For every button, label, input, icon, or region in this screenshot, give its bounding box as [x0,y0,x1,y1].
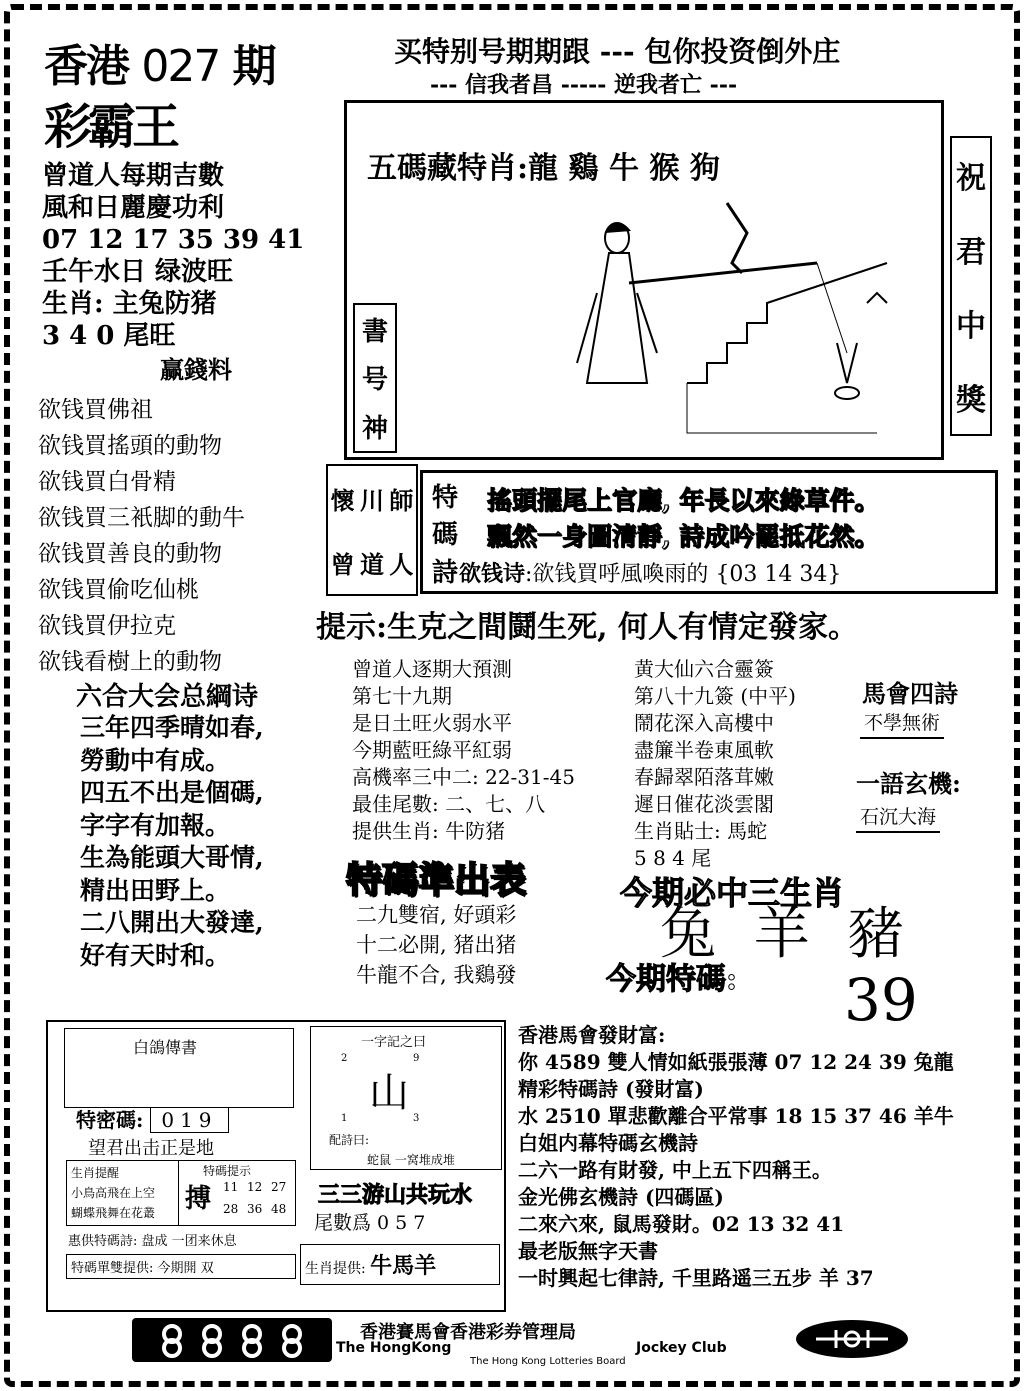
riddle-answer: 石沉大海 [856,802,940,833]
special-table [356,900,516,990]
secret-label: 特密碼: [76,1108,144,1132]
right-line: 二來六來, 鼠馬發財。02 13 32 41 [518,1212,845,1236]
pigeon-box [46,1020,506,1312]
bet-num: 28 [223,1202,239,1216]
lady-illustration [547,183,907,453]
outline-line: 精出田野上。 [80,875,231,905]
zodiac-provide-box [300,1244,500,1285]
one-char-num: 9 [413,1053,420,1064]
prediction-title: 曾道人逐期大預測 [352,657,512,681]
seal-char: 懷 [330,485,355,515]
left-line: 07 12 17 35 39 41 [42,225,305,255]
bet-hint [178,1160,296,1226]
win-title: 赢錢料 [160,355,232,384]
slogan: 买特别号期期跟 --- 包你投资倒外庄 [394,35,841,68]
hint-text: :生克之間鬪生死, 何人有情定發家。 [376,610,858,645]
hint-label: 提示 [316,610,376,645]
vchar: 碼 [431,520,458,551]
one-char-num: 3 [413,1113,420,1124]
lotteries-logo-right [796,1320,908,1358]
bet-num: 36 [247,1202,263,1216]
vchar: 祝 [956,161,986,196]
vertical-god-label [353,303,397,453]
bet-num: 12 [247,1180,263,1194]
daily-numbers [42,160,304,352]
riddle-item: 欲钱買搖頭的動物 [38,433,222,459]
water-text: 三三游山共玩水 [318,1182,473,1208]
money-poem-line [459,557,841,588]
one-char-title: 一字記之曰 [361,1035,427,1050]
vchar: 特 [431,483,458,514]
prediction-line: 高機率三中二: 22-31-45 [352,765,575,789]
special-table-line: 二九雙宿, 好頭彩 [356,903,517,927]
seal-stamp [326,464,418,596]
five-codes-caption: 五碼藏特肖:龍 鷄 牛 猴 狗 [367,151,720,186]
vchar: 君 [956,235,986,270]
footer-chinese: 香港賽馬會香港彩券管理局 [360,1322,576,1343]
oracle-line: 盡簾半卷東風軟 [634,738,774,762]
seal-char: 川 [359,485,384,515]
outline-line: 四五不出是個碼, [80,778,264,807]
outline-poem-title: 六合大会总綱诗 [76,682,259,712]
money-numbers: {03 14 34} [715,562,842,587]
bet-label: 特碼提示 [203,1164,252,1178]
provide-text: 惠供特碼詩: 盘成 一团来休息 [68,1234,237,1249]
zodiac-provide-label: 生肖提供: [305,1261,366,1277]
lotteries-emblem-icon [796,1320,908,1358]
hint-row: 小鳥高飛在上空 [71,1186,156,1200]
prediction-line: 第七十九期 [352,684,452,708]
riddle-item: 欲钱買白骨精 [38,469,176,495]
riddle-title: 一語玄機: [856,769,961,798]
poem-line: 飄然一身圖清靜, 詩成吟罷抵花然。 [487,522,880,551]
right-line: 一时興起七律詩, 千里路遥三五步 羊 37 [518,1266,874,1290]
riddle-item: 欲钱買伊拉克 [38,613,176,639]
riddle-item: 欲钱買偷吃仙桃 [38,577,199,603]
vchar: 神 [361,414,388,445]
right-line: 你 4589 雙人情如紙張張薄 07 12 24 39 兔龍 [518,1050,954,1074]
prediction-line: 是日土旺火弱水平 [352,711,512,735]
one-char-num: 2 [341,1053,348,1064]
prediction-line: 今期藍旺綠平紅弱 [352,738,512,762]
prediction-line: 提供生肖: 牛防猪 [352,819,506,843]
vchar: 書 [361,316,388,347]
verse-text: 蛇鼠 一窝堆成堆 [367,1153,455,1167]
bet-num: 11 [223,1180,239,1194]
prediction-line: 最佳尾數: 二、七、八 [352,792,546,816]
issue-title [44,30,275,94]
right-line: 香港馬會發財富: [518,1023,666,1047]
oracle-line: 5 8 4 尾 [634,846,712,870]
special-code-label: 今期特碼: [606,962,738,997]
right-line: 最老版無字天書 [518,1239,658,1263]
oracle-line: 春歸翠陌落茸嫩 [634,765,774,789]
secret-code [76,1104,229,1133]
oracle-line: 黄大仙六合靈簽 [634,657,774,681]
oracle-line: 第八十九簽 (中平) [634,684,796,708]
left-line: 生肖: 主兔防猪 [42,289,217,319]
riddle-item: 欲钱買三衹脚的動牛 [38,505,245,531]
seal-char: 曾 [330,549,355,579]
left-line: 風和日麗慶功利 [42,193,225,223]
riddle-item: 欲钱買佛祖 [38,397,153,423]
outline-poem [80,712,264,972]
special-code-number: 39 [844,966,918,1034]
left-line: 曾道人每期吉數 [42,161,225,191]
right-line: 二六一路有財發, 中上五下四稱王。 [518,1158,832,1182]
tail-text: 尾數爲 0 5 7 [314,1212,426,1234]
oracle-line: 生肖貼士: 馬蛇 [634,819,768,843]
picture-box [344,100,944,460]
issue-suffix: 期 [232,41,275,92]
outline-line: 二八開出大發達, [80,908,264,937]
footer-en-sub: The Hong Kong Lotteries Board [470,1356,626,1367]
seal-char: 道 [359,549,384,579]
outline-line: 勞動中有成。 [80,745,231,775]
one-char-num: 1 [341,1113,348,1124]
three-animals: 兔 羊 豬 [660,902,914,967]
left-line: 3 4 0 尾旺 [42,321,176,351]
hope-text: 望君出击正是地 [88,1138,214,1159]
right-line: 金光佛玄機詩 (四碼區) [518,1185,724,1209]
special-table-title: 特碼準出表 [346,859,527,901]
oracle-line: 鬧花深入高樓中 [634,711,774,735]
brand-title: 彩霸王 [44,99,177,155]
special-poem-box [420,470,998,594]
double-label: 特碼單雙提供: [71,1261,154,1276]
vchar: 詩 [431,557,458,588]
pigeon-header: 白鴿傳書 [133,1038,198,1057]
left-line: 壬午水日 绿波旺 [42,257,234,287]
right-line: 精彩特碼詩 (發財富) [518,1077,704,1101]
oracle-line: 遲日催花淡雲閣 [634,792,774,816]
pigeon-header-box [64,1028,294,1108]
one-char: 山 [369,1070,409,1116]
bet-char: 搏 [185,1184,212,1214]
money-text: :欲钱買呼風喚雨的 [525,562,709,587]
prediction-column [352,656,575,845]
hint-bar [316,602,858,646]
outline-line: 字字有加報。 [80,810,231,840]
verse-label: 配詩曰: [329,1133,370,1147]
riddle-item: 欲钱買善良的動物 [38,541,222,567]
special-table-line: 十二必開, 猪出猪 [356,933,517,957]
outline-line: 生為能頭大哥情, [80,843,264,872]
right-line: 白姐内幕特碼玄機詩 [518,1131,698,1155]
vchar: 獎 [956,383,986,418]
vertical-good-luck [950,136,992,436]
riddle-item: 欲钱看樹上的動物 [38,649,222,675]
special-poem-label [427,477,463,589]
double-box [66,1254,296,1279]
seal-char: 師 [389,485,414,515]
outline-line: 三年四季晴如春, [80,713,264,742]
horse-poem-title: 馬會四詩 [862,679,958,708]
double-value: 今期開 双 [157,1261,214,1276]
three-animals-label: 今期必中三生肖 [620,874,845,912]
bet-num: 48 [271,1202,287,1216]
issue-number: 027 [141,41,220,92]
footer-en-left: The HongKong [336,1340,452,1356]
poem-line: 搖頭擺尾上官廳, 年長以來綠草件。 [487,486,880,515]
hint-row: 蝴蝶飛舞在花叢 [71,1206,156,1220]
zodiac-provide-value: 牛馬羊 [370,1253,437,1279]
bet-num: 27 [271,1180,287,1194]
vchar: 中 [956,309,986,344]
jockey-emblem-icon [132,1318,332,1362]
right-line: 水 2510 單悲歡離合平常事 18 15 37 46 羊牛 [518,1104,954,1128]
footer-en-right: Jockey Club [636,1340,727,1356]
one-char-box [310,1026,502,1170]
vchar: 号 [361,365,388,396]
sub-slogan: --- 信我者昌 ----- 逆我者亡 --- [430,72,738,98]
oracle-column [634,656,796,872]
jockey-logo-left [132,1318,332,1362]
bottom-right-list [518,1022,954,1292]
secret-number: 019 [150,1107,228,1133]
outline-line: 好有天时和。 [80,940,231,970]
money-prefix: 欲钱诗 [459,561,526,587]
special-table-line: 牛龍不合, 我鷄發 [356,963,517,987]
hint-row: 生肖提醒 [71,1166,120,1180]
horse-poem-answer: 不學無術 [860,708,944,739]
seal-char: 人 [389,549,414,579]
riddle-list [38,392,245,680]
title-hongkong: 香港 [44,41,128,92]
